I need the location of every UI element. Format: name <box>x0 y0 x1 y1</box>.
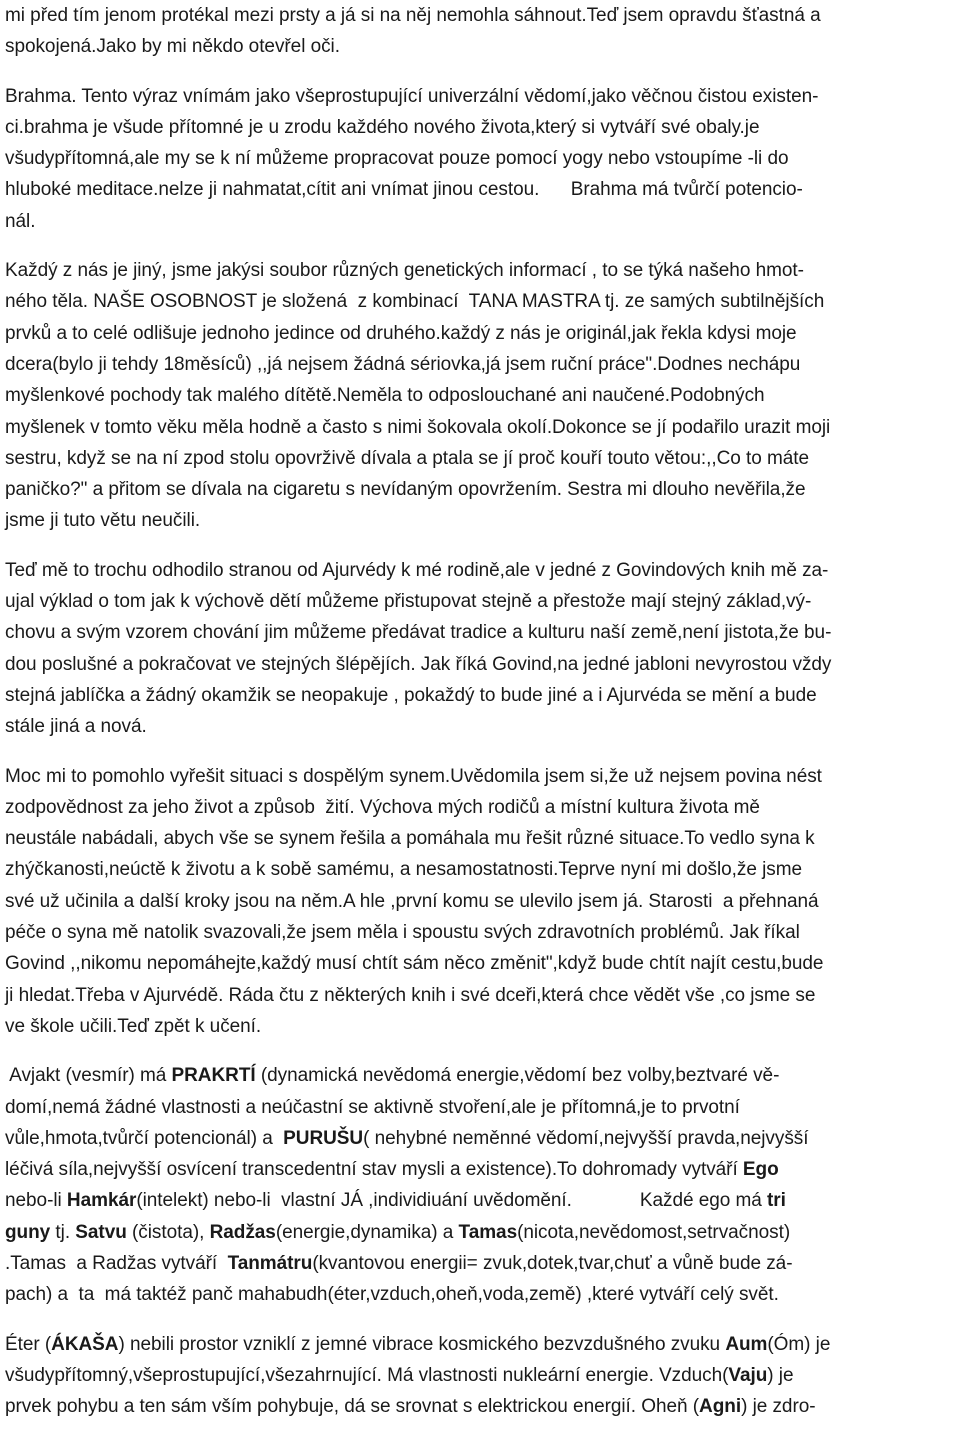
text-line <box>5 474 956 505</box>
text-run: dou poslušné a pokračovat ve stejných šlépějích. Jak říká Govind,na jedné jabloni nevyrostou vždy <box>5 653 832 675</box>
text-line <box>5 349 956 380</box>
text-run: Govind ,,nikomu nepomáhejte,každý musí chtít sám něco změnit",když bude chtít najít cestu,bude <box>5 953 824 975</box>
text-line <box>5 318 956 349</box>
paragraph <box>5 1060 956 1310</box>
text-run: neustále nabádali, abych vše se synem řešila a pomáhala mu řešit různé situace.To vedlo syna k <box>5 828 815 850</box>
text-line <box>5 1123 956 1154</box>
text-run: domí,nemá žádné vlastnosti a neúčastní se aktivně stvoření,ale je přítomná,je to prvotní <box>5 1096 740 1118</box>
text-run: nál. <box>5 210 36 232</box>
paragraph-gap <box>5 63 956 81</box>
text-run: ci.brahma je všude přítomné je u zrodu každého nového života,který si vytváří své obaly.je <box>5 116 760 138</box>
text-run: chovu a svým vzorem chování jim můžeme předávat tradice a kulturu naší země,není jistota,že bu- <box>5 622 832 644</box>
text-line <box>5 586 956 617</box>
text-line <box>5 555 956 586</box>
text-line <box>5 617 956 648</box>
text-run: spokojená.Jako by mi někdo otevřel oči. <box>5 36 340 58</box>
text-line <box>5 255 956 286</box>
text-run: ve škole učili.Teď zpět k učení. <box>5 1015 262 1037</box>
text-run: ) je <box>767 1364 794 1386</box>
text-run: jsme ji tuto větu neučili. <box>5 510 201 532</box>
text-line <box>5 1391 956 1422</box>
text-run: nebo-li <box>5 1190 67 1212</box>
paragraph-gap <box>5 237 956 255</box>
document-body <box>5 0 956 1422</box>
text-run: své už učinila a další kroky jsou na něm.A hle ,první komu se ulevilo jsem já. Starosti a přehnaná <box>5 890 819 912</box>
bold-term: ÁKAŠA <box>51 1333 119 1355</box>
text-line <box>5 680 956 711</box>
paragraph-gap <box>5 537 956 555</box>
text-run: pach) a ta má taktéž panč mahabudh(éter,vzduch,oheň,voda,země) ,které vytváří celý svět. <box>5 1284 779 1306</box>
text-run: (dynamická nevědomá energie,vědomí bez volby,beztvaré vě- <box>255 1065 780 1087</box>
text-run: (intelekt) nebo-li vlastní JÁ ,individiuání uvědomění. Každé ego má <box>136 1190 768 1212</box>
text-run: stejná jablíčka a žádný okamžik se neopakuje , pokaždý to bude jiné a i Ajurvéda se mění a bude <box>5 684 817 706</box>
text-line <box>5 792 956 823</box>
paragraph <box>5 555 956 743</box>
text-run: všudypřítomný,všeprostupující,všezahrnující. Má vlastnosti nukleární energie. Vzduch( <box>5 1364 729 1386</box>
text-run: Éter ( <box>5 1333 52 1355</box>
text-line <box>5 1329 956 1360</box>
paragraph-gap <box>5 1042 956 1060</box>
text-line <box>5 380 956 411</box>
bold-term: Aum <box>725 1333 768 1355</box>
text-run: myšlenek v tomto věku měla hodně a často s nimi šokovala okolí.Dokonce se jí podařilo urazit moji <box>5 416 831 438</box>
text-run: ného těla. NAŠE OSOBNOST je složená z kombinací TANA MASTRA tj. ze samých subtilnějších <box>5 291 825 313</box>
bold-term: Hamkár <box>66 1190 137 1212</box>
bold-term: Tamas <box>458 1221 518 1243</box>
text-run: ji hledat.Třeba v Ajurvédě. Ráda čtu z některých knih i své dceři,která chce vědět vše ,co jsme se <box>5 984 816 1006</box>
bold-term: tri <box>767 1190 786 1212</box>
text-run: prvek pohybu a ten sám vším pohybuje, dá se srovnat s elektrickou energií. Oheň ( <box>5 1396 700 1418</box>
text-run: tj. <box>50 1221 76 1243</box>
paragraph <box>5 0 956 63</box>
text-line <box>5 206 956 237</box>
text-line <box>5 823 956 854</box>
text-run: dcera(bylo ji tehdy 18měsíců) ,,já nejsem žádná sériovka,já jsem ruční práce".Dodnes nechápu <box>5 353 801 375</box>
text-line <box>5 711 956 742</box>
text-run: péče o syna mě natolik svazovali,že jsem měla i spoustu svých zdravotních problémů. Jak říkal <box>5 922 800 944</box>
text-run: stále jiná a nová. <box>5 716 147 738</box>
text-run: Brahma. Tento výraz vnímám jako všeprostupující univerzální vědomí,jako věčnou čistou existen- <box>5 85 819 107</box>
text-run: ujal výklad o tom jak k výchově dětí můžeme přistupovat stejně a přestože mají stejný základ,vý- <box>5 591 812 613</box>
paragraph <box>5 81 956 237</box>
text-run: (Óm) je <box>767 1333 831 1355</box>
text-run: mi před tím jenom protékal mezi prsty a já si na něj nemohla sáhnout.Teď jsem opravdu šťastná a <box>5 5 821 26</box>
text-line <box>5 505 956 536</box>
text-line <box>5 412 956 443</box>
text-line <box>5 1248 956 1279</box>
text-run: prvků a to celé odlišuje jednoho jedince od druhého.každý z nás je originál,jak řekla kdysi moje <box>5 322 797 344</box>
text-run: (nicota,nevědomost,setrvačnost) <box>517 1221 791 1243</box>
text-line <box>5 1217 956 1248</box>
paragraph <box>5 1329 956 1423</box>
paragraph <box>5 761 956 1043</box>
text-line <box>5 286 956 317</box>
text-line <box>5 174 956 205</box>
text-run: sestru, když se na ní zpod stolu opovrživě dívala a ptala se jí proč kouří touto větou:,,Co to máte <box>5 447 810 469</box>
text-run: všudypřítomná,ale my se k ní můžeme propracovat pouze pomocí yogy nebo vstoupíme -li do <box>5 148 789 170</box>
bold-term: Satvu <box>75 1221 127 1243</box>
text-line <box>5 1011 956 1042</box>
text-run: hluboké meditace.nelze ji nahmatat,cítit ani vnímat jinou cestou. Brahma má tvůrčí potencio- <box>5 179 803 201</box>
text-line <box>5 0 956 31</box>
bold-term: Ego <box>742 1159 779 1181</box>
text-line <box>5 917 956 948</box>
bold-term: guny <box>5 1221 51 1243</box>
bold-term: PRAKRTÍ <box>171 1065 256 1087</box>
bold-term: Tanmátru <box>227 1252 313 1274</box>
text-run: (energie,dynamika) a <box>275 1221 459 1243</box>
text-run: myšlenkové pochody tak malého dítětě.Neměla to odposlouchané ani naučené.Podobných <box>5 385 765 407</box>
text-line <box>5 143 956 174</box>
text-line <box>5 112 956 143</box>
text-line <box>5 443 956 474</box>
text-run: zodpovědnost za jeho život a způsob žití. Výchova mých rodičů a místní kultura života mě <box>5 796 760 818</box>
text-line <box>5 886 956 917</box>
text-run: ( nehybné neměnné vědomí,nejvyšší pravda,nejvyšší <box>363 1127 809 1149</box>
text-line <box>5 649 956 680</box>
text-line <box>5 1360 956 1391</box>
paragraph-gap <box>5 1311 956 1329</box>
bold-term: Radžas <box>209 1221 276 1243</box>
text-run: Teď mě to trochu odhodilo stranou od Ajurvédy k mé rodině,ale v jedné z Govindových knih mě za- <box>5 559 829 581</box>
bold-term: PURUŠU <box>283 1127 364 1149</box>
text-run: zhýčkanosti,neúctě k životu a k sobě samému, a nesamostatnosti.Teprve nyní mi došlo,že jsme <box>5 859 802 881</box>
text-line <box>5 854 956 885</box>
text-run: paničko?" a přitom se dívala na cigaretu s nevídaným opovržením. Sestra mi dlouho nevěřila,že <box>5 479 806 501</box>
text-line <box>5 81 956 112</box>
text-line <box>5 980 956 1011</box>
text-line <box>5 1060 956 1091</box>
text-line <box>5 1185 956 1216</box>
text-run: ) nebili prostor vzniklí z jemné vibrace kosmického bezvzdušného zvuku <box>118 1333 726 1355</box>
paragraph <box>5 255 956 537</box>
text-line <box>5 31 956 62</box>
text-run: (kvantovou energii= zvuk,dotek,tvar,chuť a vůně bude zá- <box>312 1252 793 1274</box>
text-line <box>5 948 956 979</box>
text-run: Moc mi to pomohlo vyřešit situaci s dospělým synem.Uvědomila jsem si,že už nejsem povina nést <box>5 765 822 787</box>
paragraph-gap <box>5 743 956 761</box>
text-line <box>5 1279 956 1310</box>
text-line <box>5 761 956 792</box>
text-run: .Tamas a Radžas vytváří <box>5 1252 228 1274</box>
text-run: (čistota), <box>126 1221 210 1243</box>
text-line <box>5 1092 956 1123</box>
text-run: vůle,hmota,tvůrčí potencionál) a <box>5 1127 284 1149</box>
text-line <box>5 1154 956 1185</box>
text-run: léčivá síla,nejvyšší osvícení transcedentní stav mysli a existence).To dohromady vytváří <box>5 1159 743 1181</box>
bold-term: Agni <box>699 1396 742 1418</box>
text-run: ) je zdro- <box>741 1396 816 1418</box>
bold-term: Vaju <box>728 1364 768 1386</box>
text-run: Každý z nás je jiný, jsme jakýsi soubor různých genetických informací , to se týká našeho hmot- <box>5 260 804 282</box>
text-run: Avjakt (vesmír) má <box>5 1065 172 1087</box>
